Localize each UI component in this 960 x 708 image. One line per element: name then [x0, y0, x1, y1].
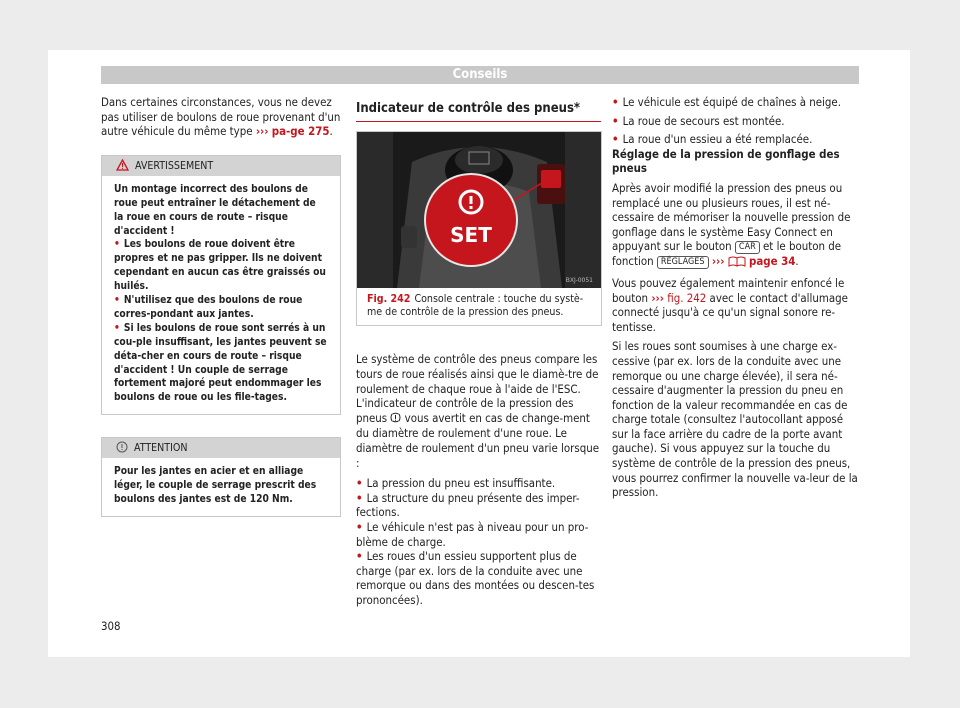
warning-header: [102, 156, 340, 176]
attention-title: ATTENTION: [134, 442, 188, 455]
list-item: • N'utilisez que des boulons de roue corres-pondant aux jantes.: [114, 295, 303, 320]
page-link[interactable]: ››› pa-ge 275: [255, 124, 330, 139]
list-item: • La roue de secours est montée.: [612, 113, 785, 128]
list-item: • La roue d'un essieu a été remplacée.: [612, 132, 813, 147]
warning-box: [101, 155, 341, 416]
column-right: [612, 95, 860, 500]
book-icon: [728, 256, 746, 271]
column-left: [101, 95, 341, 517]
subsection-title: Réglage de la pression de gonflage des pneus: [612, 146, 840, 176]
info-circle-icon: [116, 440, 128, 460]
page-link[interactable]: ››› page 34: [712, 254, 796, 268]
list-item: • Le véhicule n'est pas à niveau pour un pro-blème de charge.: [356, 519, 589, 549]
attention-box: [101, 437, 341, 517]
attention-body: Pour les jantes en acier et en alliage léger, le couple de serrage prescrit des boulons des jantes est de 120 Nm.: [114, 466, 317, 506]
tire-warning-icon: [390, 412, 401, 427]
list-item: • Les boulons de roue doivent être propres et ne pas gripper. Ils ne doivent cependant en aucun cas être graissés ou huilés.: [114, 239, 326, 293]
list-item: • Les roues d'un essieu supportent plus de charge (par ex. lors de la conduite avec une remorque ou dans des montées ou descen-tes prononcées).: [356, 549, 595, 607]
image-code: BXJ-0051: [565, 277, 593, 284]
figure-242: [356, 131, 602, 326]
figure-caption: Fig. 242 Console centrale : touche du systè-me de contrôle de la pression des pneus.: [367, 293, 584, 319]
warning-title: AVERTISSEMENT: [135, 159, 214, 172]
list-item: • Si les boulons de roue sont serrés à un cou-ple insuffisant, les jantes peuvent se déta-cher en cours de route – risque d'accident ! Un couple de serrage fortement majoré peut endommager les boulons de roue ou les file-tages.: [114, 322, 327, 404]
page-number: 308: [101, 619, 121, 633]
set-label: SET: [450, 223, 492, 247]
column-middle: [356, 101, 601, 608]
body-paragraph: Le système de contrôle des pneus compare les tours de roue réalisés ainsi que le diamè-tre de roulement de chaque roue à l'aide de l'ESC. L'indicateur de contrôle de la pression des pneus vous avertit en cas de change-ment du diamètre de roulement d'une roue. Le diamètre de roulement d'un pneu varie lorsque :: [356, 352, 600, 470]
body-paragraph: Après avoir modifié la pression des pneus ou remplacé une ou plusieurs roues, il est né-cessaire de mémoriser la nouvelle pression de gonflage dans le système Easy Connect en appuyant sur le bouton CAR et le bouton de fonction RÉGLAGES ››› page 34.: [612, 181, 860, 271]
list-item: • La structure du pneu présente des imper-fections.: [356, 490, 580, 520]
section-header: Conseils: [101, 66, 859, 84]
console-photo: [357, 132, 601, 288]
warning-icon: [116, 158, 129, 178]
list-item: • Le véhicule est équipé de chaînes à neige.: [612, 95, 841, 109]
car-key: CAR: [735, 241, 760, 254]
attention-header: [102, 438, 340, 458]
warning-lead: Un montage incorrect des boulons de roue peut entraîner le détachement de la roue en cours de route – risque d'accident !: [114, 183, 316, 237]
warning-body: [102, 176, 340, 415]
intro-paragraph: Dans certaines circonstances, vous ne devez pas utiliser de boulons de roue provenant d'un autre véhicule du même type ››› pa-ge 275.: [101, 95, 341, 139]
reglages-key: RÉGLAGES: [657, 256, 709, 269]
body-paragraph: Vous pouvez également maintenir enfoncé le bouton ››› fig. 242 avec le contact d'allumage connecté jusqu'à ce qu'un signal sonore re-tentisse.: [612, 275, 848, 334]
body-paragraph: Si les roues sont soumises à une charge ex-cessive (par ex. lors de la conduite avec une remorque ou une charge élevée), il sera né-cessaire d'augmenter la pression du pneu en fonction de la valeur recommandée en cas de charge totale (consultez l'autocollant apposé sur la face arrière du cadre de la porte avant gauche). Si vous appuyez sur la touche du système de contrôle de la pression des pneus, vous pourrez confirmer la nouvelle va-leur de la pression.: [612, 339, 858, 500]
figure-link[interactable]: ››› fig. 242: [651, 290, 707, 305]
section-title: Indicateur de contrôle des pneus*: [356, 101, 601, 122]
list-item: • La pression du pneu est insuffisante.: [356, 476, 556, 491]
